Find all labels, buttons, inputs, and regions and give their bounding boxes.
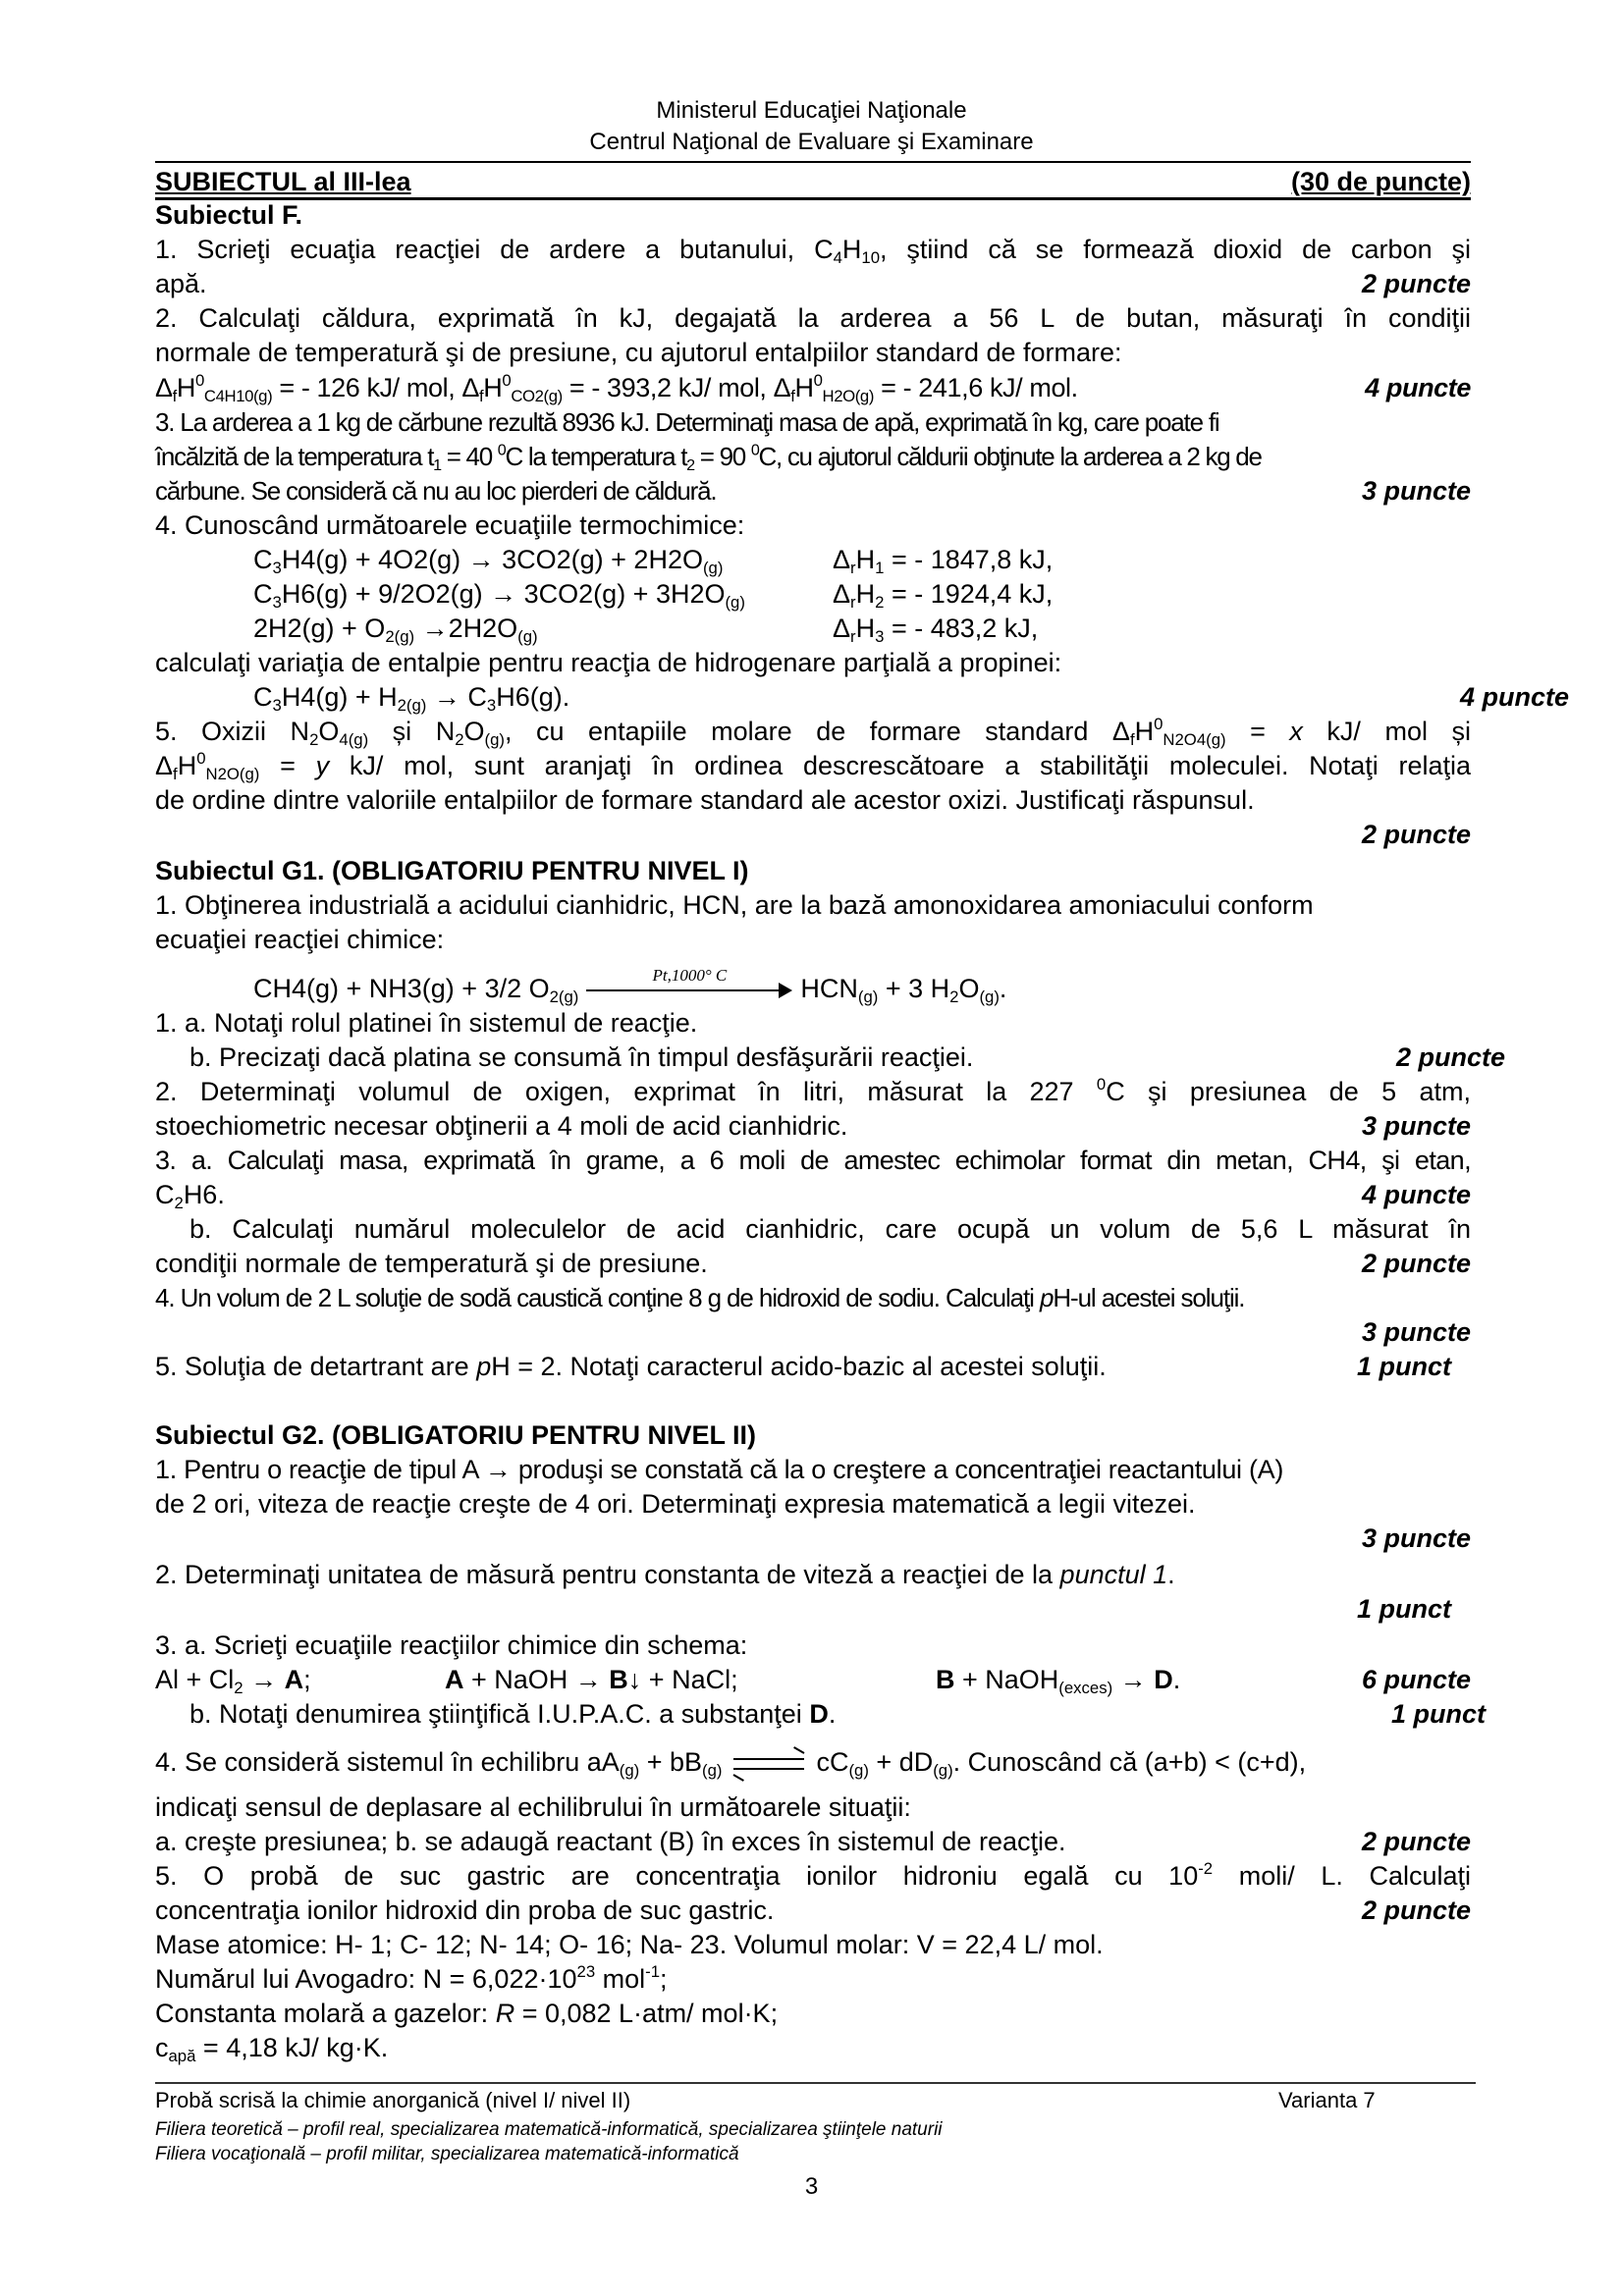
g1-q1-line2: ecuaţiei reacţiei chimice:	[155, 925, 445, 954]
f-q4-dh1: $\Delta_rH_1$ = - 1847,8 kJ,	[833, 545, 1054, 578]
g1-q3b-points: 2 puncte	[1361, 1249, 1471, 1278]
header-rule	[155, 161, 1471, 163]
g2-q3b	[155, 1697, 1505, 1731]
footer-track1: Filiera teoretică – profil real, specializarea matematică-informatică, specializarea ştiinţele naturii	[155, 2119, 943, 2140]
f-q1-text-end: apă.	[155, 269, 207, 298]
footer-exam: Probă scrisă la chimie anorganică (nivel I/ nivel II)	[155, 2088, 631, 2112]
center-header: Centrul Naţional de Evaluare şi Examinare	[589, 129, 1034, 155]
g1-q2-line2	[155, 1109, 1471, 1143]
g2-q2	[155, 1558, 1471, 1591]
f-q3-text-end: cărbune. Se consideră că nu au loc pierderi de căldură.	[155, 476, 717, 506]
section-g2-title: Subiectul G2. (OBLIGATORIU PENTRU NIVEL II)	[155, 1420, 757, 1450]
f-q1-line1: 1. Scrieţi ecuaţia reacţiei de ardere a butanului, $C_4H_{10}$, ştiind că se formează dioxid de carbon şi	[155, 235, 1471, 268]
g1-q2-points: 3 puncte	[1361, 1111, 1471, 1141]
g2-q5-points: 2 puncte	[1361, 1896, 1471, 1925]
g1-q3a-points: 4 puncte	[1361, 1180, 1471, 1209]
f-q4-target-formula: $C_3H4(g) + H_{2(g)} \to C_3H6(g)$.	[253, 682, 570, 716]
g2-q4-equilibrium: $aA_{(g)} + bB_{(g)}$ $cC_{(g)} + dD_{(g)}$	[586, 1747, 953, 1781]
g2-q4-text3: a. creşte presiunea; b. se adaugă reactant (B) în exces în sistemul de reacţie.	[155, 1827, 1066, 1856]
g2-q1-points: 3 puncte	[1361, 1523, 1471, 1553]
g2-q3-scheme	[155, 1663, 1471, 1696]
f-q3-line1: 3. La arderea a 1 kg de cărbune rezultă 8936 kJ. Determinaţi masa de apă, exprimată în kg, care poate fi	[155, 407, 1219, 437]
f-q4-eq1-formula: $C_3H4(g) + 4O2(g) \to 3CO2(g) + 2H2O_{(g)}$	[253, 545, 724, 578]
page-number: 3	[804, 2173, 819, 2200]
g2-q5-line2	[155, 1894, 1471, 1927]
g2-q1-line1: 1. Pentru o reacţie de tipul A → produşi se constată că la o creştere a concentraţiei reactantului (A)	[155, 1455, 1284, 1484]
f-q5-line1: 5. Oxizii $N_2O_{4(g)}$ și $N_2O_{(g)}$, cu entapiile molare de formare standard $\Delta_fH^0_{N2O4(g)} = x$ kJ/ mol și	[155, 715, 1471, 750]
constants-masses: Mase atomice: H- 1; C- 12; N- 14; O- 16; Na- 23. Volumul molar: V = 22,4 L/ mol.	[155, 1930, 1104, 1959]
section-g1-title: Subiectul G1. (OBLIGATORIU PENTRU NIVEL I)	[155, 856, 749, 885]
constants-avogadro: Numărul lui Avogadro: $N = 6,022\cdot 10^{23}$ mol$^{-1}$;	[155, 1962, 668, 1994]
g2-q4-line3	[155, 1825, 1471, 1858]
g1-q2-text2: stoechiometric necesar obţinerii a 4 moli de acid cianhidric.	[155, 1111, 848, 1141]
f-q5-line3: de ordine dintre valoriile entalpiilor de formare standard ale acestor oxizi. Justificaţi răspunsul.	[155, 785, 1255, 815]
subject-points: (30 de puncte)	[1290, 167, 1471, 196]
g1-q2-line1: 2. Determinaţi volumul de oxigen, exprimat în litri, măsurat la 227 $^0$C şi presiunea de 5 atm,	[155, 1075, 1471, 1106]
f-q4-eq2	[155, 577, 1569, 611]
g1-q1b-text: b. Precizaţi dacă platina se consumă în timpul desfăşurării reacţiei.	[189, 1042, 974, 1072]
g2-q5-text2: concentraţia ionilor hidroxid din proba de suc gastric.	[155, 1896, 775, 1925]
subject-title: SUBIECTUL al III-lea	[155, 167, 411, 196]
g1-q1-line1: 1. Obţinerea industrială a acidului cianhidric, HCN, are la bază amonoxidarea amoniacului conform	[155, 890, 1314, 920]
g1-q1b	[155, 1041, 1505, 1074]
f-q3-points: 3 puncte	[1361, 476, 1471, 506]
g2-q2-text: 2. Determinaţi unitatea de măsură pentru constanta de viteză a reacţiei de la punctul 1.	[155, 1560, 1175, 1589]
g1-q1-points: 2 puncte	[1395, 1042, 1505, 1072]
g1-q4-points: 3 puncte	[1361, 1317, 1471, 1347]
g2-q4-text-pre: 4. Se consideră sistemul în echilibru	[155, 1747, 580, 1777]
f-q2-enthalpies: $\Delta_fH^0_{C4H10(g)}$ = - 126 kJ/ mol, $\Delta_fH^0_{CO2(g)}$ = - 393,2 kJ/ mol, $\Delta_fH^0_{H2O(g)}$ = - 241,6 kJ/ mol.	[155, 371, 1078, 406]
g2-q3-eq1: $Al + Cl_2 \to A$;	[155, 1665, 311, 1698]
f-q2-line2: normale de temperatură şi de presiune, cu ajutorul entalpiilor standard de formare:	[155, 338, 1122, 367]
g1-eq-condition: Pt,1000° C	[652, 965, 728, 985]
g1-q3a-line1: 3. a. Calculaţi masa, exprimată în grame, a 6 moli de amestec echimolar format din metan, CH4, şi etan,	[155, 1146, 1471, 1175]
g1-q3b-text2: condiţii normale de temperatură şi de presiune.	[155, 1249, 708, 1278]
f-q2-line1: 2. Calculaţi căldura, exprimată în kJ, degajată la arderea a 56 L de butan, măsuraţi în condiţii	[155, 303, 1471, 333]
f-q4-dh2: $\Delta_rH_2$ = - 1924,4 kJ,	[833, 579, 1054, 613]
f-q1-points: 2 puncte	[1361, 269, 1471, 298]
f-q4-dh3: $\Delta_rH_3$ = - 483,2 kJ,	[833, 614, 1039, 647]
g2-q3-eq3: B + NaOH$_{(exces)}$ → D.	[936, 1665, 1181, 1698]
g1-q3a-text2: $C_2H6$.	[155, 1180, 225, 1213]
g2-q3-eq2: A + NaOH → B↓ + NaCl;	[445, 1665, 738, 1694]
g1-q1a: 1. a. Notaţi rolul platinei în sistemul de reacţie.	[155, 1008, 698, 1038]
f-q5-line2: $\Delta_fH^0_{N2O(g)} = y$ kJ/ mol, sunt aranjaţi în ordinea descrescătoare a stabilităţii moleculei. Notaţi relaţia	[155, 749, 1471, 784]
f-q2-points: 4 puncte	[1365, 373, 1471, 402]
footer-rule	[155, 2082, 1476, 2084]
g2-q4-text-post: . Cunoscând că (a+b) < (c+d),	[952, 1747, 1307, 1777]
g2-q3b-text: b. Notaţi denumirea ştiinţifică I.U.P.A.C. a substanţei D.	[189, 1699, 837, 1729]
g2-q3b-points: 1 punct	[1390, 1699, 1486, 1729]
f-q4-ask: calculaţi variaţia de entalpie pentru reacţia de hidrogenare parţială a propinei:	[155, 648, 1062, 677]
f-q3-line3	[155, 474, 1471, 507]
g1-q4-text: 4. Un volum de 2 L soluţie de sodă caustică conţine 8 g de hidroxid de sodiu. Calculaţi pH-ul acestei soluţii.	[155, 1283, 1245, 1312]
g1-q5-points: 1 punct	[1356, 1352, 1451, 1381]
footer-track2: Filiera vocaţională – profil militar, specializarea matematică-informatică	[155, 2144, 739, 2164]
g2-q3a-points: 6 puncte	[1361, 1665, 1471, 1694]
g1-q5-text: 5. Soluţia de detartrant are pH = 2. Notaţi caracterul acido-bazic al acestei soluţii.	[155, 1352, 1107, 1381]
footer-variant: Varianta 7	[1278, 2088, 1376, 2112]
f-q4-target	[155, 680, 1569, 714]
reaction-arrow-icon	[586, 965, 792, 1000]
f-q4-points: 4 puncte	[1459, 682, 1569, 712]
g2-q4-line2: indicaţi sensul de deplasare al echilibrului în următoarele situaţii:	[155, 1792, 911, 1822]
f-q5-points: 2 puncte	[1361, 820, 1471, 849]
f-q4-intro: 4. Cunoscând următoarele ecuaţiile termochimice:	[155, 510, 745, 540]
f-q4-eq1	[155, 543, 1569, 576]
g2-q5-line1: 5. O probă de suc gastric are concentraţia ionilor hidroniu egală cu $10^{-2}$ moli/ L. Calculaţi	[155, 1859, 1471, 1891]
g2-q3a: 3. a. Scrieţi ecuaţiile reacţiilor chimice din schema:	[155, 1630, 748, 1660]
g1-q3a-line2	[155, 1178, 1471, 1211]
g2-q2-points: 1 punct	[1356, 1594, 1451, 1624]
g1-q3b-line2	[155, 1247, 1471, 1280]
ministry-header: Ministerul Educaţiei Naţionale	[656, 97, 967, 124]
g1-q4	[155, 1281, 1471, 1314]
f-q4-eq3	[155, 612, 1569, 645]
g1-eq-reactants: CH4(g) + NH3(g) + 3/2 $O_{2(g)}$	[253, 974, 579, 1007]
section-f-title: Subiectul F.	[155, 200, 303, 230]
f-q4-eq2-formula: $C_3H6(g) + 9/2O2(g) \to 3CO2(g) + 3H2O_{(g)}$	[253, 579, 745, 613]
g1-q3b-line1: b. Calculaţi numărul moleculelor de acid cianhidric, care ocupă un volum de 5,6 L măsurat în	[189, 1214, 1471, 1244]
g1-eq-products: $HCN_{(g)} + 3$ $H_2O_{(g)}$.	[800, 974, 1007, 1007]
subject-heading	[155, 165, 1471, 198]
g1-q1-equation	[155, 965, 1569, 1007]
g2-q1-line2: de 2 ori, viteza de reacţie creşte de 4 ori. Determinaţi expresia matematică a legii vitezei.	[155, 1489, 1196, 1519]
g2-q4-line1	[155, 1745, 1471, 1779]
f-q3-line2: încălzită de la temperatura $t_1 = 40$ $^0$C la temperatura $t_2 = 90$ $^0$C, cu ajutorul căldurii obţinute la arderea a 2 kg de	[155, 441, 1262, 474]
f-q1-line2	[155, 267, 1471, 300]
g2-q4-points: 2 puncte	[1361, 1827, 1471, 1856]
equilibrium-arrow-icon	[733, 1750, 804, 1778]
f-q4-eq3-formula: $2H2(g) + O_{2(g)} \to 2H2O_{(g)}$	[253, 614, 538, 647]
constants-water: $c_{apă} = 4,18$ kJ/ kg·K.	[155, 2033, 389, 2066]
constants-gas: Constanta molară a gazelor: R = 0,082 L·atm/ mol·K;	[155, 1999, 779, 2028]
f-q2-line3	[155, 371, 1471, 404]
g1-q5	[155, 1350, 1471, 1383]
